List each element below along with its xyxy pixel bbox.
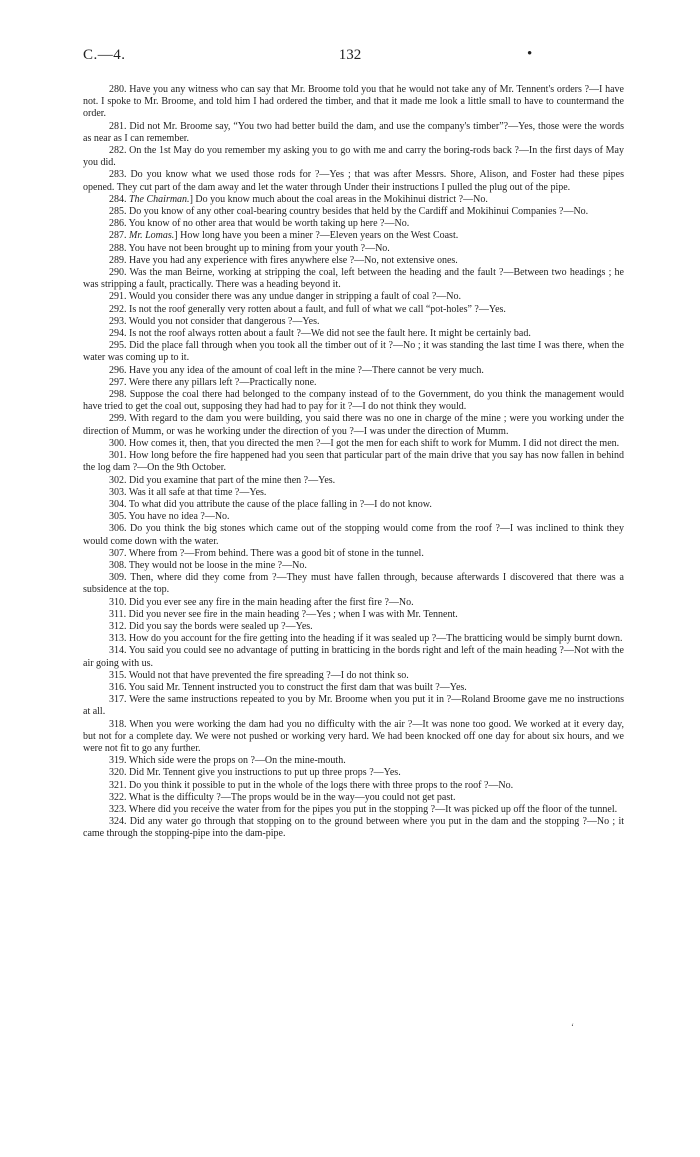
footer-mark: ‘	[571, 1022, 574, 1032]
testimony-paragraph: 287. Mr. Lomas.] How long have you been a miner ?—Eleven years on the West Coast.	[109, 230, 459, 242]
header-dot: •	[527, 46, 533, 62]
testimony-paragraph: 295. Did the place fall through when you took all the timber out of it ?—No ; it was standing the last time I was there, when the water was coming up to it.	[83, 340, 624, 364]
testimony-paragraph: 293. Would you not consider that dangerous ?—Yes.	[109, 315, 320, 327]
testimony-paragraph: 283. Do you know what we used those rods for ?—Yes ; that was after Messrs. Shore, Alison, and Foster had these pipes opened. They cut part of the dam away and let the water through Under their instructions I pulled the plug out of the pipe.	[83, 169, 624, 193]
testimony-paragraph: 302. Did you examine that part of the mine then ?—Yes.	[109, 474, 336, 486]
testimony-paragraph: 319. Which side were the props on ?—On the mine-mouth.	[109, 755, 346, 767]
testimony-paragraph: 282. On the 1st May do you remember my asking you to go with me and carry the boring-rods back ?—In the first days of May you did.	[83, 145, 624, 169]
testimony-paragraph: 299. With regard to the dam you were building, you said there was no one in charge of the mine ; were you working under the direction of Mumm, or was he working under the direction of you ?—I was under the direction of Mumm.	[83, 413, 624, 437]
testimony-paragraph: 321. Do you think it possible to put in the whole of the logs there with three props to the roof ?—No.	[109, 779, 514, 791]
series-label: C.—4.	[83, 47, 126, 63]
testimony-paragraph: 317. Were the same instructions repeated to you by Mr. Broome when you put it in ?—Roland Broome gave me no instructions at all.	[83, 694, 624, 718]
testimony-paragraph: 309. Then, where did they come from ?—They must have fallen through, because afterwards I discovered that there was a subsidence at the top.	[83, 572, 624, 596]
testimony-paragraph: 308. They would not be loose in the mine ?—No.	[109, 559, 307, 571]
testimony-paragraph: 303. Was it all safe at that time ?—Yes.	[109, 486, 267, 498]
testimony-paragraph: 296. Have you any idea of the amount of coal left in the mine ?—There cannot be very much.	[109, 364, 484, 376]
testimony-paragraph: 312. Did you say the bords were sealed up ?—Yes.	[109, 620, 313, 632]
testimony-paragraph: 280. Have you any witness who can say that Mr. Broome told you that he would not take any of Mr. Tennent's orders ?—I have not. I spoke to Mr. Broome, and told him I had ordered the timber, and that it made me look a little small to have to countermand the order.	[83, 84, 624, 120]
testimony-paragraph: 305. You have no idea ?—No.	[109, 511, 230, 523]
speaker-name: Mr. Lomas.	[129, 230, 175, 242]
testimony-paragraph: 281. Did not Mr. Broome say, “You two had better build the dam, and use the company's timber”?—Yes, those were the words as near as I can remember.	[83, 120, 624, 144]
testimony-paragraph: 310. Did you ever see any fire in the main heading after the first fire ?—No.	[109, 596, 414, 608]
testimony-paragraph: 292. Is not the roof generally very rotten about a fault, and full of what we call “pot-holes” ?—Yes.	[109, 303, 506, 315]
testimony-paragraph: 324. Did any water go through that stopping on to the ground between where you put in the dam and the stopping ?—No ; it came through the stopping-pipe into the dam-pipe.	[83, 816, 624, 840]
testimony-paragraph: 286. You know of no other area that would be worth taking up here ?—No.	[109, 218, 410, 230]
testimony-paragraph: 298. Suppose the coal there had belonged to the company instead of to the Government, do you think the management would have tried to get the coal out, supposing they had had to pay for it ?—I do not think they would.	[83, 389, 624, 413]
testimony-paragraph: 289. Have you had any experience with fires anywhere else ?—No, not extensive ones.	[109, 254, 458, 266]
testimony-paragraph: 314. You said you could see no advantage of putting in bratticing in the bords right and left of the main heading ?—Not with the air going with us.	[83, 645, 624, 669]
testimony-paragraph: 315. Would not that have prevented the fire spreading ?—I do not think so.	[109, 669, 409, 681]
testimony-paragraph: 300. How comes it, then, that you directed the men ?—I got the men for each shift to work for Mumm. I did not direct the men.	[109, 437, 620, 449]
testimony-paragraph: 320. Did Mr. Tennent give you instructions to put up three props ?—Yes.	[109, 767, 401, 779]
speaker-name: The Chairman.	[129, 193, 190, 205]
testimony-paragraph: 316. You said Mr. Tennent instructed you to construct the first dam that was built ?—Yes.	[109, 681, 467, 693]
testimony-paragraph: 304. To what did you attribute the cause of the place falling in ?—I do not know.	[109, 498, 432, 510]
testimony-paragraph: 313. How do you account for the fire getting into the heading if it was sealed up ?—The bratticing would be simply burnt down.	[109, 633, 623, 645]
testimony-paragraph: 311. Did you never see fire in the main heading ?—Yes ; when I was with Mr. Tennent.	[109, 608, 458, 620]
testimony-paragraph: 297. Were there any pillars left ?—Practically none.	[109, 376, 317, 388]
testimony-paragraph: 290. Was the man Beirne, working at stripping the coal, left between the heading and the fault ?—Between two headings ; he was stripping a fault, practically. There was a heading beyond it.	[83, 267, 624, 291]
testimony-body	[83, 84, 624, 841]
testimony-paragraph: 323. Where did you receive the water from for the pipes you put in the stopping ?—It was picked up off the floor of the tunnel.	[109, 803, 618, 815]
testimony-paragraph: 307. Where from ?—From behind. There was a good bit of stone in the tunnel.	[109, 547, 424, 559]
testimony-paragraph: 306. Do you think the big stones which came out of the stopping would come from the roof ?—I was inclined to think they would come down with the water.	[83, 523, 624, 547]
testimony-paragraph: 322. What is the difficulty ?—The props would be in the way—you could not get past.	[109, 791, 456, 803]
testimony-paragraph: 301. How long before the fire happened had you seen that particular part of the main drive that you say has now fallen in behind the log dam ?—On the 9th October.	[83, 450, 624, 474]
testimony-paragraph: 288. You have not been brought up to mining from your youth ?—No.	[109, 242, 390, 254]
page-number: 132	[338, 47, 362, 63]
testimony-paragraph: 285. Do you know of any other coal-bearing country besides that held by the Cardiff and Mokihinui Companies ?—No.	[109, 206, 589, 218]
testimony-paragraph: 284. The Chairman.] Do you know much about the coal areas in the Mokihinui district ?—No.	[109, 193, 488, 205]
testimony-paragraph: 294. Is not the roof always rotten about a fault ?—We did not see the fault here. It might be certainly bad.	[109, 328, 531, 340]
testimony-paragraph: 291. Would you consider there was any undue danger in stripping a fault of coal ?—No.	[109, 291, 461, 303]
testimony-paragraph: 318. When you were working the dam had you no difficulty with the air ?—It was none too good. We worked at it every day, but not for a complete day. We were not pushed or working very hard. We had been knocked off one day for about six hours, and we were not fit to go any further.	[83, 718, 624, 754]
